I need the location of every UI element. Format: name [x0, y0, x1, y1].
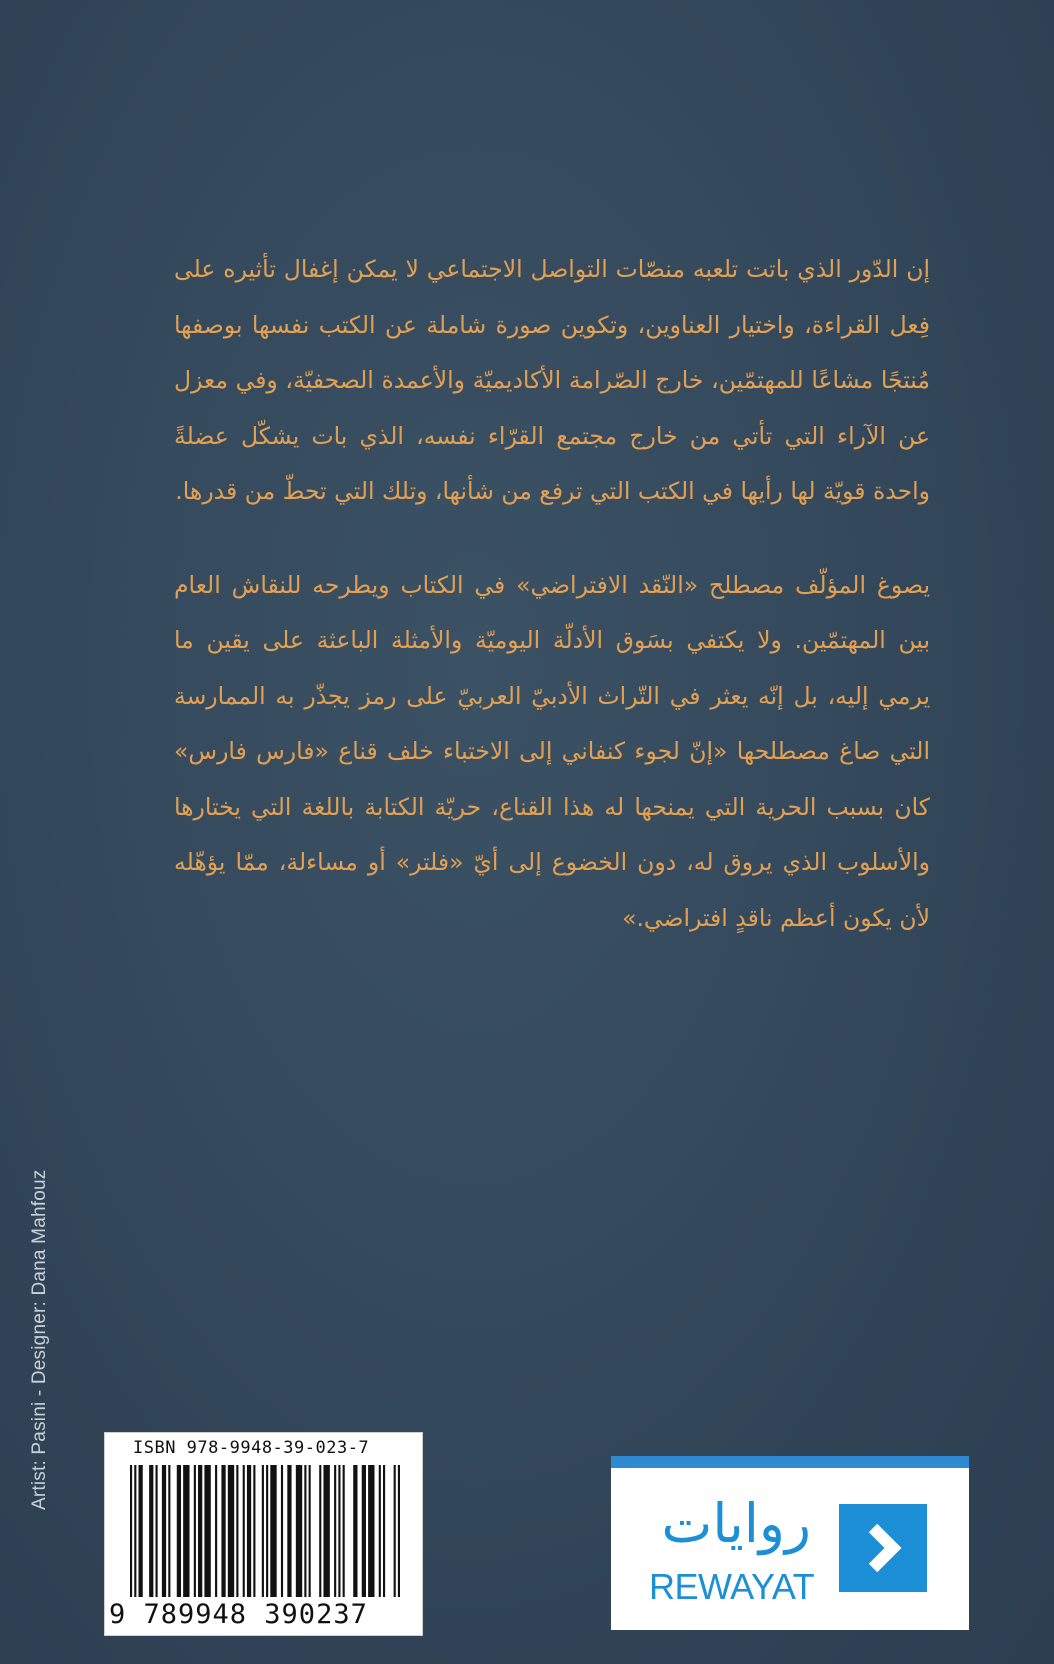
barcode-bar — [247, 1465, 251, 1597]
blurb-paragraph-2: يصوغ المؤلّف مصطلح «النّقد الافتراضي» في الكتاب ويطرحه للنقاش العام بين المهتمّين. ولا يكتفي بسَوق الأدلّة اليوميّة والأمثلة الباعثة على يقين ما يرمي إليه، بل إنّه يعثر في التّراث الأدبيّ العربيّ على رمز يجذّر به الممارسة التي صاغ مصطلحها «إنّ لجوء كنفاني إلى الاختباء خلف قناع «فارس فارس» كان بسبب الحرية التي يمنحها له هذا القناع، حريّة الكتابة باللغة التي يختارها والأسلوب الذي يروق له، دون الخضوع إلى أيّ «فلتر» أو مساءلة، ممّا يؤهّله لأن يكون أعظم ناقدٍ افتراضي.» — [174, 570, 930, 932]
barcode-bar — [338, 1465, 340, 1597]
barcode-bar — [296, 1465, 302, 1597]
barcode-bar — [130, 1465, 132, 1597]
barcode-bar — [266, 1465, 268, 1597]
blurb-paragraph-1: إن الدّور الذي باتت تلعبه منصّات التواصل الاجتماعي لا يمكن إغفال تأثيره على فِعل القراءة، واختيار العناوين، وتكوين صورة شاملة عن الكتب نفسها بوصفها مُنتجًا مشاعًا للمهتمّين، خارج الصّرامة الأكاديميّة والأعمدة الصحفيّة، وفي معزل عن الآراء التي تأتي من خارج مجتمع القرّاء نفسه، الذي بات يشكّل عضلةً واحدة قويّة لها رأيها في الكتب التي ترفع من شأنها، وتلك التي تحطّ من قدرها. — [174, 255, 930, 505]
barcode-bar — [334, 1465, 336, 1597]
publisher-name-arabic: روايات — [661, 1492, 811, 1555]
publisher-logo — [611, 1456, 969, 1630]
barcode-bar — [134, 1465, 136, 1597]
barcode-bar — [139, 1465, 143, 1597]
barcode-bar — [343, 1465, 345, 1597]
logo-top-strip — [611, 1456, 969, 1468]
isbn-label: ISBN 978-9948-39-023-7 — [133, 1438, 370, 1458]
barcode-bar — [183, 1465, 189, 1597]
publisher-name-latin: REWAYAT — [649, 1566, 815, 1607]
barcode-bar — [309, 1465, 311, 1597]
barcode-bar — [253, 1465, 255, 1597]
barcode-bar — [398, 1465, 400, 1597]
blurb-text — [174, 242, 930, 946]
barcode-bar — [221, 1465, 225, 1597]
barcode-bar — [353, 1465, 357, 1597]
barcode-bar — [319, 1465, 321, 1597]
barcode-bar — [323, 1465, 329, 1597]
barcode-bar — [156, 1465, 158, 1597]
barcode-bars — [130, 1465, 400, 1597]
barcode-bar — [243, 1465, 245, 1597]
barcode-bar — [162, 1465, 166, 1597]
artist-designer-credit: Artist: Pasini - Designer: Dana Mahfouz — [29, 1169, 50, 1510]
barcode-bar — [368, 1465, 374, 1597]
isbn-barcode — [104, 1432, 423, 1636]
barcode-bar — [228, 1465, 234, 1597]
barcode-bar — [394, 1465, 396, 1597]
barcode-bar — [236, 1465, 238, 1597]
barcode-bar — [198, 1465, 202, 1597]
barcode-bar — [379, 1465, 381, 1597]
barcode-bar — [204, 1465, 210, 1597]
barcode-bar — [281, 1465, 283, 1597]
barcode-bar — [362, 1465, 366, 1597]
barcode-bar — [215, 1465, 217, 1597]
barcode-bar — [262, 1465, 264, 1597]
barcode-bar — [149, 1465, 153, 1597]
barcode-bar — [168, 1465, 170, 1597]
barcode-bar — [287, 1465, 291, 1597]
barcode-bar — [194, 1465, 196, 1597]
barcode-bar — [383, 1465, 385, 1597]
barcode-bar — [304, 1465, 306, 1597]
chevron-right-icon — [839, 1504, 927, 1592]
barcode-digits: 9 789948 390237 — [109, 1599, 368, 1630]
barcode-bar — [270, 1465, 276, 1597]
barcode-bar — [177, 1465, 181, 1597]
